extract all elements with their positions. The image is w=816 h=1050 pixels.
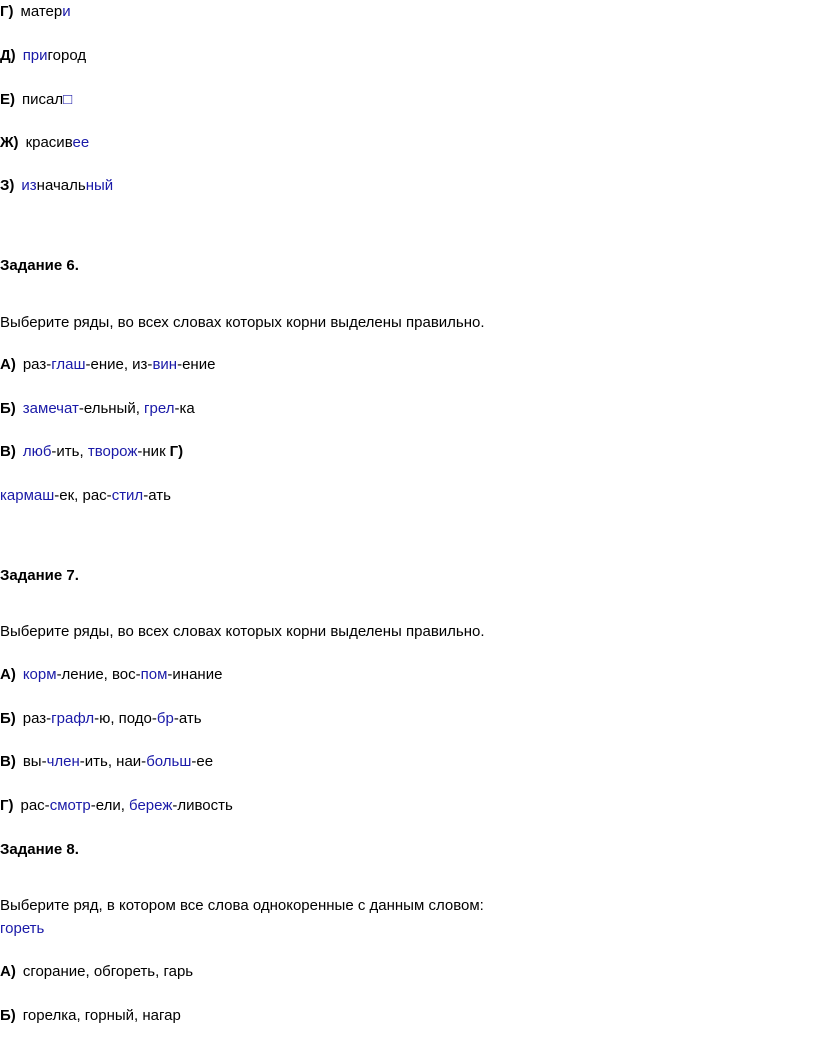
highlighted-morpheme: корм bbox=[22, 666, 57, 683]
task5-option-g bbox=[0, 2, 71, 22]
task7-option-b bbox=[0, 709, 202, 729]
highlighted-morpheme: творож bbox=[87, 443, 138, 460]
option-text: -ение bbox=[177, 356, 216, 373]
task6-option-b bbox=[0, 399, 195, 419]
option-text: -ливость bbox=[172, 797, 233, 814]
option-text: -ек, рас- bbox=[54, 487, 112, 504]
highlighted-morpheme: ее bbox=[72, 134, 90, 151]
task7-option-a bbox=[0, 665, 222, 685]
option-text: -ка bbox=[174, 400, 195, 417]
option-label: Ж) bbox=[0, 134, 19, 151]
option-label: Д) bbox=[0, 47, 16, 64]
option-text: -ели, bbox=[90, 797, 130, 814]
task8-option-b bbox=[0, 1006, 181, 1026]
highlighted-morpheme: стил bbox=[111, 487, 144, 504]
highlighted-morpheme: пом bbox=[140, 666, 168, 683]
highlighted-morpheme: кармаш bbox=[0, 487, 55, 504]
task7-option-g bbox=[0, 796, 233, 816]
option-label: Б) bbox=[0, 400, 16, 417]
option-label: В) bbox=[0, 753, 16, 770]
option-text: раз- bbox=[22, 710, 52, 727]
option-text: -ить, наи- bbox=[79, 753, 147, 770]
task6-option-v bbox=[0, 442, 190, 462]
highlighted-morpheme: графл bbox=[51, 710, 95, 727]
option-label: А) bbox=[0, 356, 16, 373]
option-text: красив bbox=[25, 134, 73, 151]
highlighted-morpheme: ный bbox=[85, 177, 114, 194]
option-text: -ать bbox=[173, 710, 202, 727]
highlighted-morpheme: вин bbox=[152, 356, 178, 373]
highlighted-morpheme: замечат bbox=[22, 400, 79, 417]
option-text: матер bbox=[20, 3, 63, 20]
highlighted-morpheme: и bbox=[62, 3, 71, 20]
task6-question: Выберите ряды, во всех словах которых корни выделены правильно. bbox=[0, 314, 485, 331]
option-text: -ление, вос- bbox=[56, 666, 141, 683]
option-text: писал bbox=[22, 91, 64, 108]
highlighted-morpheme: из bbox=[21, 177, 37, 194]
task6-option-g bbox=[0, 486, 171, 506]
highlighted-morpheme: член bbox=[46, 753, 80, 770]
task6-option-a bbox=[0, 355, 215, 375]
highlighted-morpheme: глаш bbox=[51, 356, 86, 373]
option-label: В) bbox=[0, 443, 16, 460]
task8-option-a bbox=[0, 962, 193, 982]
highlighted-morpheme: люб bbox=[22, 443, 52, 460]
highlighted-morpheme: береж bbox=[129, 797, 173, 814]
option-text: -ение, из- bbox=[85, 356, 153, 373]
option-text: -ю, подо- bbox=[94, 710, 157, 727]
task8-given-word: гореть bbox=[0, 920, 45, 937]
highlighted-morpheme: бр bbox=[156, 710, 174, 727]
option-text: началь bbox=[36, 177, 86, 194]
highlighted-morpheme: смотр bbox=[49, 797, 91, 814]
option-label: А) bbox=[0, 963, 16, 980]
option-label: Б) bbox=[0, 1007, 16, 1024]
option-text: раз- bbox=[22, 356, 52, 373]
option-text: -ить, bbox=[51, 443, 88, 460]
option-text: горелка, горный, нагар bbox=[22, 1007, 181, 1024]
task6-title: Задание 6. bbox=[0, 257, 79, 274]
task5-option-z bbox=[0, 176, 113, 196]
highlighted-morpheme: □ bbox=[63, 91, 73, 108]
task8-question: Выберите ряд, в котором все слова однокоренные с данным словом: bbox=[0, 897, 484, 914]
option-text: -инание bbox=[167, 666, 223, 683]
option-label: Г) bbox=[169, 443, 184, 460]
task8-title: Задание 8. bbox=[0, 841, 79, 858]
highlighted-morpheme: при bbox=[22, 47, 48, 64]
option-label: З) bbox=[0, 177, 15, 194]
option-text: город bbox=[47, 47, 87, 64]
task5-option-e bbox=[0, 90, 72, 110]
option-text: рас- bbox=[20, 797, 50, 814]
option-label: А) bbox=[0, 666, 16, 683]
highlighted-morpheme: больш bbox=[146, 753, 192, 770]
option-text: -ее bbox=[191, 753, 214, 770]
highlighted-morpheme: грел bbox=[144, 400, 175, 417]
option-text: вы- bbox=[22, 753, 47, 770]
task7-title: Задание 7. bbox=[0, 567, 79, 584]
option-text: сгорание, обгореть, гарь bbox=[22, 963, 194, 980]
task5-option-d bbox=[0, 46, 86, 66]
task7-question: Выберите ряды, во всех словах которых корни выделены правильно. bbox=[0, 623, 485, 640]
option-text: -ать bbox=[143, 487, 171, 504]
task5-option-zh bbox=[0, 133, 89, 153]
option-label: Г) bbox=[0, 797, 14, 814]
option-text: -ник bbox=[137, 443, 166, 460]
task7-option-v bbox=[0, 752, 213, 772]
option-label: Б) bbox=[0, 710, 16, 727]
option-label: Г) bbox=[0, 3, 14, 20]
option-text: -ельный, bbox=[78, 400, 145, 417]
option-label: Е) bbox=[0, 91, 15, 108]
